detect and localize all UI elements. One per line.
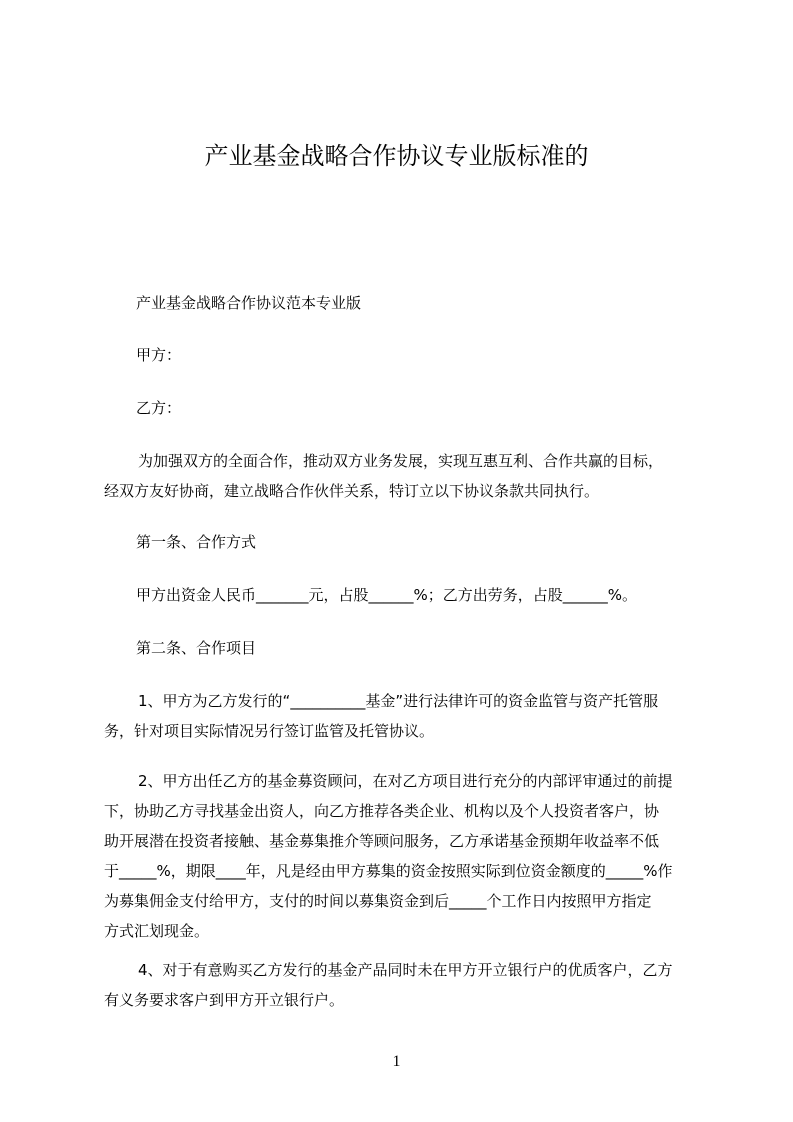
item-2-line: 方式汇划现金。 bbox=[104, 922, 210, 940]
document-subtitle: 产业基金战略合作协议范本专业版 bbox=[136, 294, 362, 312]
item-2-line: 于_____%，期限____年，凡是经由甲方募集的资金按照实际到位资金额度的_____%作 bbox=[104, 862, 673, 880]
document-title: 产业基金战略合作协议专业版标准的 bbox=[204, 142, 589, 170]
party-b-label: 乙方： bbox=[136, 399, 182, 417]
page-number: 1 bbox=[392, 1053, 401, 1070]
item-2-line: 2、甲方出任乙方的基金募资顾问，在对乙方项目进行充分的内部评审通过的前提 bbox=[138, 772, 673, 790]
item-1-line: 1、甲方为乙方发行的“__________基金”进行法律许可的资金监管与资产托管服 bbox=[138, 692, 659, 710]
item-1-paragraph bbox=[104, 686, 710, 746]
item-2-line: 下，协助乙方寻找基金出资人，向乙方推荐各类企业、机构以及个人投资者客户，协 bbox=[104, 802, 660, 820]
item-4-line: 4、对于有意购买乙方发行的基金产品同时未在甲方开立银行户的优质客户，乙方 bbox=[138, 961, 673, 979]
item-4-paragraph bbox=[104, 955, 710, 1015]
item-2-paragraph bbox=[104, 766, 710, 946]
intro-line: 为加强双方的全面合作，推动双方业务发展，实现互惠互利、合作共赢的目标， bbox=[138, 452, 664, 470]
intro-line: 经双方友好协商，建立战略合作伙伴关系，特订立以下协议条款共同执行。 bbox=[104, 482, 600, 500]
item-4-line: 有义务要求客户到甲方开立银行户。 bbox=[104, 991, 345, 1009]
item-2-line: 为募集佣金支付给甲方，支付的时间以募集资金到后_____个工作日内按照甲方指定 bbox=[104, 892, 652, 910]
article-1-text: 甲方出资金人民币_______元，占股______%；乙方出劳务，占股______%。 bbox=[136, 586, 638, 604]
article-1-heading: 第一条、合作方式 bbox=[136, 533, 257, 551]
party-a-label: 甲方： bbox=[136, 346, 182, 364]
article-2-heading: 第二条、合作项目 bbox=[136, 639, 257, 657]
item-2-line: 助开展潜在投资者接触、基金募集推介等顾问服务，乙方承诺基金预期年收益率不低 bbox=[104, 832, 660, 850]
item-1-line: 务，针对项目实际情况另行签订监管及托管协议。 bbox=[104, 722, 435, 740]
intro-paragraph bbox=[104, 446, 710, 506]
